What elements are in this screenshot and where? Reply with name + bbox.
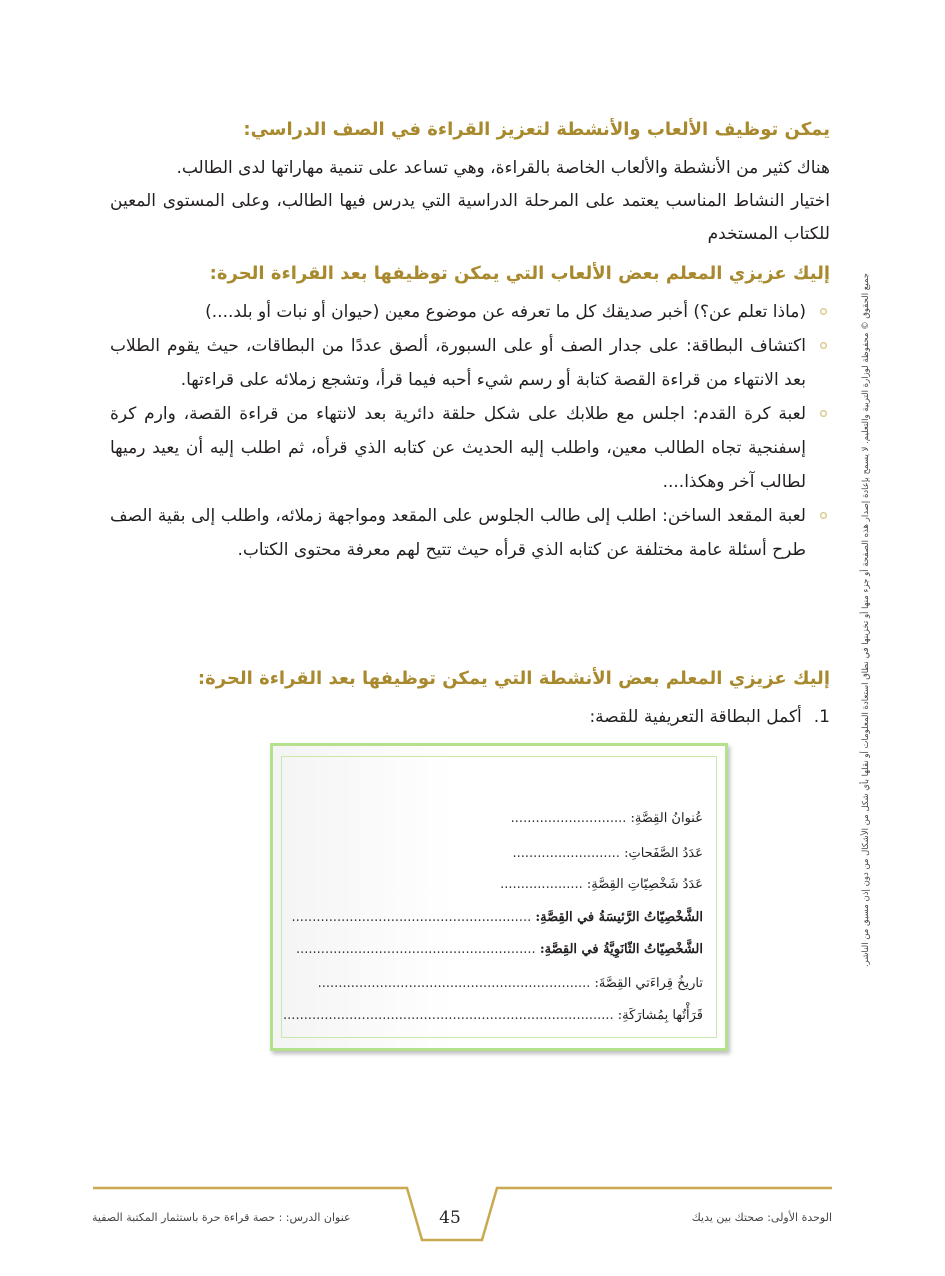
card-row-pages: عَدَدُ الصَّفَحاتِ: .......................... [512, 846, 703, 861]
selection-paragraph: اختيار النشاط المناسب يعتمد على المرحلة الدراسية التي يدرس فيها الطالب، وعلى المستوى المعين للكتاب المستخدم [110, 191, 830, 244]
page-number: 45 [439, 1208, 461, 1228]
card-row-characters-count: عَدَدُ شَخْصِيّاتِ القِصَّةِ: .................... [500, 877, 703, 892]
bullet-icon [820, 308, 827, 315]
bullet-icon [820, 512, 827, 519]
list-item: اكتشاف البطاقة: على جدار الصف أو على السبورة، ألصق عددًا من البطاقات، حيث يقوم الطلاب بعد الانتهاء من قراءة القصة كتابة أو رسم شيء أحبه فيما قرأ، وتشجع زملائه على قراءتها. [110, 329, 830, 397]
card-row-secondary-characters: الشَّخْصِيّاتُ الثّانَوِيَّةُ في القِصَّةِ: .......................................................... [296, 942, 703, 957]
copyright-note: جميع الحقوق © محفوظة لوزارة التربية والتعليم. لا يسمح بإعادة إصدار هذه الصفحة أو جزء منها أو تخزينها في نطاق استعادة المعلومات أو نقلها بأي شكل من الأشكال من دون إذن مسبق من الناشر. [861, 272, 871, 968]
intro-paragraph: هناك كثير من الأنشطة والألعاب الخاصة بالقراءة، وهي تساعد على تنمية مهاراتها لدى الطالب. [176, 158, 830, 178]
section-heading-games: يمكن توظيف الألعاب والأنشطة لتعزيز القراءة في الصف الدراسي: [243, 119, 830, 140]
games-list [110, 295, 830, 567]
card-row-read-with: قَرَأْتُها بِمُشارَكَةِ: ................................................................................ [283, 1008, 703, 1023]
list-item: (ماذا تعلم عن؟) أخبر صديقك كل ما تعرفه عن موضوع معين (حيوان أو نبات أو بلد....) [110, 295, 830, 329]
card-row-reading-date: تاريخُ قِراءَتي القِصَّةَ: .................................................................. [317, 976, 703, 991]
section-heading-activities: إليك عزيزي المعلم بعض الأنشطة التي يمكن توظيفها بعد القراءة الحرة: [197, 668, 830, 689]
section-heading-after-reading-games: إليك عزيزي المعلم بعض الألعاب التي يمكن توظيفها بعد القراءة الحرة: [209, 263, 830, 284]
card-row-main-characters: الشَّخْصِيّاتُ الرَّئيسَةُ في القِصَّةِ: .......................................................... [291, 910, 703, 925]
footer-lesson-title: عنوان الدرس: : حصة قراءة حرة باستثمار المكتبة الصفية [92, 1211, 351, 1224]
item-number: 1. [813, 707, 830, 727]
story-info-card [270, 743, 728, 1051]
list-item: لعبة المقعد الساخن: اطلب إلى طالب الجلوس على المقعد ومواجهة زملائه، واطلب إلى بقية الصف طرح أسئلة عامة مختلفة عن كتابه الذي قرأه حيث تتيح لهم معرفة محتوى الكتاب. [110, 499, 830, 567]
numbered-item [589, 703, 830, 731]
bullet-icon [820, 410, 827, 417]
list-item: لعبة كرة القدم: اجلس مع طلابك على شكل حلقة دائرية بعد لانتهاء من قراءة القصة، وارم كرة إسفنجية تجاه الطالب معين، واطلب إليه الحديث عن كتابه الذي قرأه، ثم اطلب إليه أن يعيد رميها لطالب آخر وهكذا.... [110, 397, 830, 499]
card-inner-frame [281, 756, 717, 1038]
card-row-title: عُنوانُ القِصَّةِ: ............................ [510, 811, 703, 826]
item-text: أكمل البطاقة التعريفية للقصة: [589, 707, 802, 727]
bullet-icon [820, 342, 827, 349]
footer-unit-title: الوحدة الأولى: صحتك بين يديك [691, 1211, 832, 1224]
